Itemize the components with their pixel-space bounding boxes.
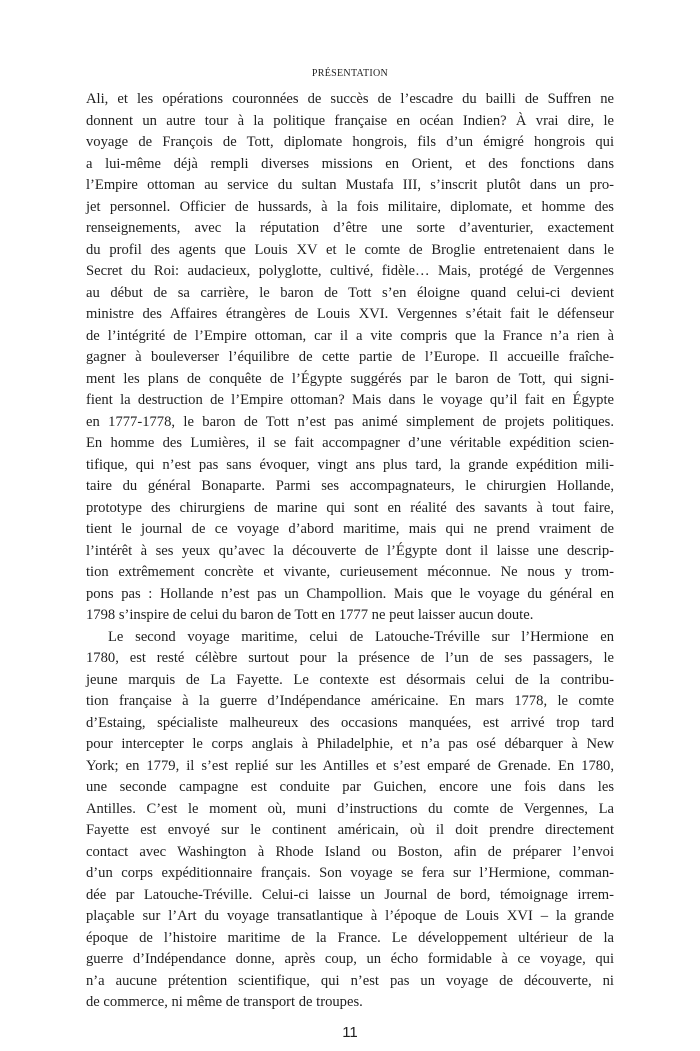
body-text [86, 89, 614, 1014]
text-line: fient la destruction de l’Empire ottoman? Mais dans le voyage qu’il fait en Égypte [86, 392, 614, 408]
paragraph [86, 627, 614, 1014]
text-line: tient le journal de ce voyage d’abord maritime, mais qui ne prend vraiment de [86, 521, 614, 537]
text-line: dée par Latouche-Tréville. Celui-ci laisse un Journal de bord, témoignage irrem- [86, 886, 614, 903]
text-line: l’Empire ottoman au service du sultan Mustafa III, s’inscrit plutôt dans un pro- [86, 177, 614, 193]
running-header: PRÉSENTATION [311, 68, 389, 79]
text-line: du profil des agents que Louis XV et le comte de Broglie entretenaient dans le [86, 241, 614, 258]
paragraph [86, 89, 614, 627]
text-line: taire du général Bonaparte. Parmi ses accompagnateurs, le chirurgien Hollande, [86, 478, 614, 494]
text-line: 1798 s’inspire de celui du baron de Tott en 1777 ne peut laisser aucun doute. [86, 607, 534, 623]
text-line: York; en 1779, il s’est replié sur les Antilles et s’est emparé de Grenade. En 1780, [86, 757, 614, 774]
text-line: époque de l’histoire maritime de la France. Le développement ultérieur de la [86, 929, 614, 946]
text-line: de l’intégrité de l’Empire ottoman, car il a vite compris que la France n’a rien à [86, 327, 614, 344]
text-line: contact avec Washington à Rhode Island ou Boston, afin de préparer l’envoi [86, 843, 614, 860]
text-line: donnent un autre tour à la politique française en océan Indien? À vrai dire, le [86, 112, 614, 129]
text-line: En homme des Lumières, il se fait accompagner d’une véritable expédition scien- [86, 435, 614, 451]
text-line: tifique, qui n’est pas sans évoquer, vingt ans plus tard, la grande expédition mili- [86, 456, 614, 473]
text-line: n’a aucune prétention scientifique, qui n’est pas un voyage de découverte, ni [86, 972, 614, 989]
text-line: pour intercepter le corps anglais à Philadelphie, et n’a pas osé débarquer à New [86, 736, 614, 752]
text-line: tion française à la guerre d’Indépendance américaine. En mars 1778, le comte [86, 693, 614, 709]
text-line: jet personnel. Officier de hussards, à la fois militaire, diplomate, et homme des [86, 198, 614, 215]
text-line: d’Estaing, spécialiste malheureux des occasions manquées, est arrivé trop tard [86, 714, 614, 731]
text-line: l’intérêt à ses yeux qu’avec la découverte de l’Égypte dont il laisse une descrip- [86, 542, 614, 559]
text-line: Ali, et les opérations couronnées de succès de l’escadre du bailli de Suffren ne [86, 91, 614, 107]
text-line: prototype des chirurgiens de marine qui sont en réalité des savants à tout faire, [86, 499, 614, 516]
text-line: ministre des Affaires étrangères de Louis XVI. Vergennes s’était fait le défenseur [86, 306, 614, 322]
text-line: gagner à bouleverser l’équilibre de cette partie de l’Europe. Il accueille fraîche- [86, 349, 614, 365]
text-line: plaçable sur l’Art du voyage transatlantique à l’époque de Louis XVI – la grande [86, 908, 614, 924]
text-line: Secret du Roi: audacieux, polyglotte, cultivé, fidèle… Mais, protégé de Vergennes [86, 263, 614, 279]
text-line: renseignements, avec la réputation d’être une sorte d’aventurier, exactement [86, 220, 614, 236]
text-line: de commerce, ni même de transport de troupes. [86, 994, 363, 1010]
text-line: Le second voyage maritime, celui de Latouche-Tréville sur l’Hermione en [108, 628, 614, 645]
text-line: une seconde campagne est conduite par Guichen, encore une fois dans les [86, 779, 614, 795]
text-line: a lui-même déjà rempli diverses missions en Orient, et des fonctions dans [86, 155, 614, 172]
page-number: 11 [342, 1024, 358, 1041]
text-line: d’un corps expéditionnaire français. Son voyage se fera sur l’Hermione, comman- [86, 865, 614, 881]
text-line: ment les plans de conquête de l’Égypte suggérés par le baron de Tott, qui signi- [86, 370, 614, 387]
text-line: Antilles. C’est le moment où, muni d’instructions du comte de Vergennes, La [86, 800, 614, 817]
text-line: tion extrêmement concrète et vivante, curieusement méconnue. Ne nous y trom- [86, 564, 614, 580]
text-line: pons pas : Hollande n’est pas un Champollion. Mais que le voyage du général en [86, 585, 614, 602]
text-line: en 1777-1778, le baron de Tott n’est pas animé simplement de projets politiques. [86, 413, 614, 430]
text-line: voyage de François de Tott, diplomate hongrois, fils d’un émigré hongrois qui [86, 134, 614, 150]
text-line: jeune marquis de La Fayette. Le contexte est désormais celui de la contribu- [86, 671, 614, 688]
text-line: au début de sa carrière, le baron de Tott s’en éloigne quand celui-ci devient [86, 284, 614, 301]
text-line: 1780, est resté célèbre surtout pour la présence de l’un de ses passagers, le [86, 650, 614, 666]
text-line: Fayette est envoyé sur le continent américain, où il doit prendre directement [86, 822, 614, 838]
text-line: guerre d’Indépendance donne, après coup, un écho formidable à ce voyage, qui [86, 951, 614, 967]
